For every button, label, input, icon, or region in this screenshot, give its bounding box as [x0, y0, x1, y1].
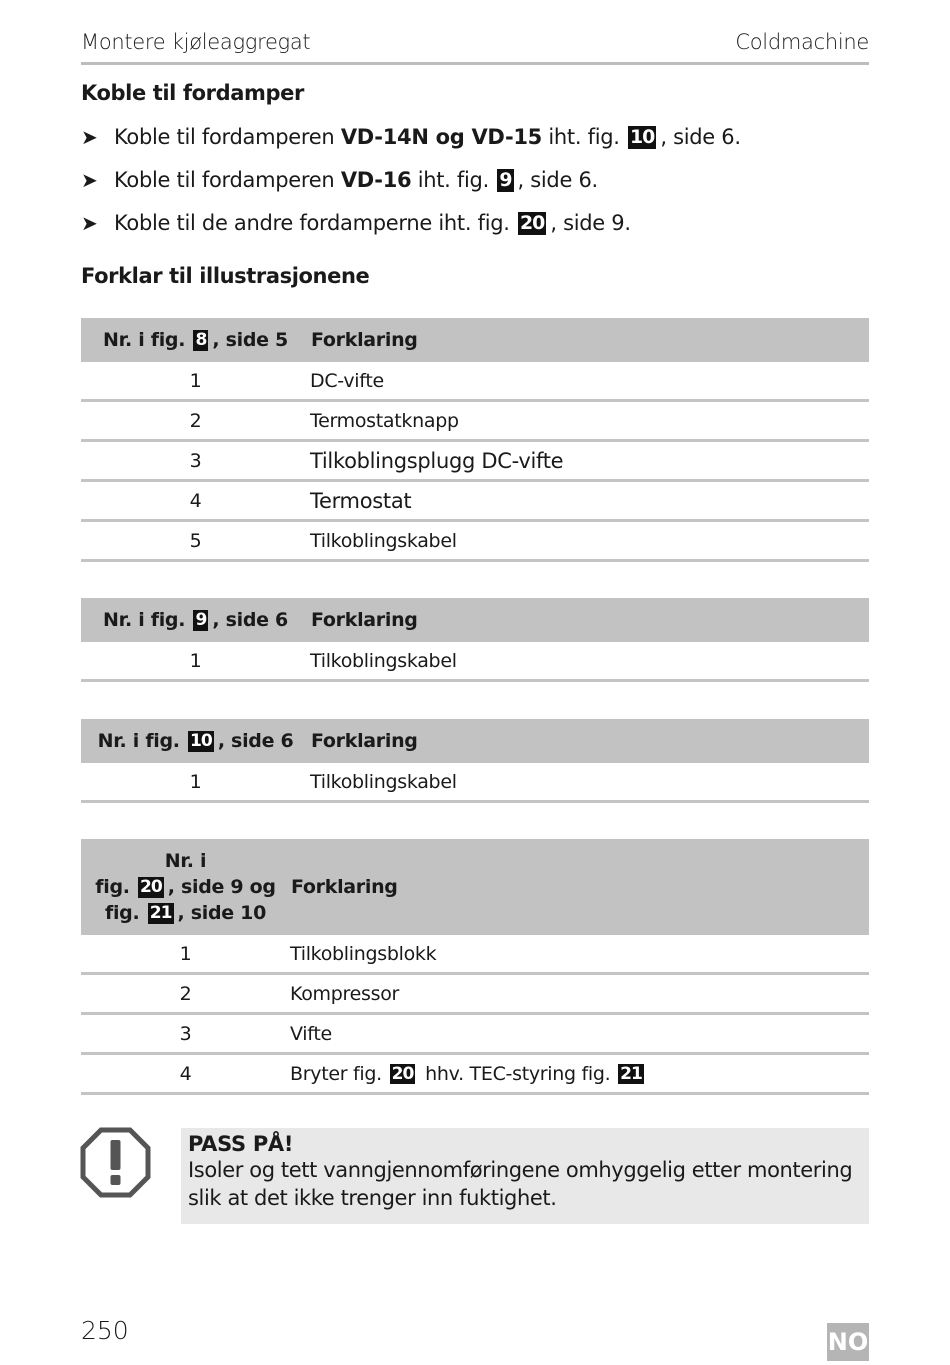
column-header-explanation: Forklaring — [310, 719, 869, 763]
table-row: 4 Bryter fig. 20 hhv. TEC-styring fig. 21 — [81, 1054, 869, 1094]
figure-ref: 20 — [391, 1063, 414, 1084]
table-row: 3 Vifte — [81, 1014, 869, 1054]
exclamation-octagon-icon — [80, 1127, 151, 1198]
legend-table-fig9 — [81, 598, 869, 682]
table-row: 1 Tilkoblingsblokk — [81, 935, 869, 974]
language-tab: NO — [827, 1323, 869, 1361]
arrow-icon: ➤ — [81, 125, 98, 149]
table-row: 1 Tilkoblingskabel — [81, 763, 869, 802]
table-row: 1 Tilkoblingskabel — [81, 642, 869, 681]
table-row: 5 Tilkoblingskabel — [81, 521, 869, 561]
figure-ref: 10 — [190, 731, 212, 751]
figure-ref: 20 — [139, 877, 162, 897]
table-row: 2 Termostatknapp — [81, 401, 869, 441]
instruction-list — [81, 122, 869, 251]
page-number: 250 — [81, 1316, 129, 1345]
arrow-icon: ➤ — [81, 168, 98, 192]
column-header-nr: Nr. i fig. 20 , side 9 og fig. 21 , side 10 — [81, 839, 290, 935]
figure-ref: 20 — [520, 212, 545, 234]
warning-box — [181, 1128, 869, 1224]
figure-ref: 21 — [620, 1063, 642, 1084]
figure-ref: 9 — [499, 169, 512, 191]
figure-ref: 9 — [195, 610, 207, 630]
instruction-item: ➤ Koble til fordamperen VD-16 iht. fig. 9 , side 6. — [81, 165, 869, 208]
table-row: 4 Termostat — [81, 481, 869, 521]
header-product: Coldmachine — [735, 30, 869, 54]
figure-ref: 8 — [195, 330, 207, 350]
figure-ref: 21 — [149, 903, 172, 923]
section-title-legend: Forklar til illustrasjonene — [81, 264, 370, 288]
header-chapter: Montere kjøleaggregat — [81, 30, 311, 54]
arrow-icon: ➤ — [81, 211, 98, 235]
figure-ref: 10 — [630, 126, 655, 148]
instruction-item: ➤ Koble til fordamperen VD-14N og VD-15 iht. fig. 10 , side 6. — [81, 122, 869, 165]
table-row: 1 DC-vifte — [81, 362, 869, 401]
page-header — [81, 30, 869, 65]
instruction-item: ➤ Koble til de andre fordamperne iht. fig. 20 , side 9. — [81, 208, 869, 251]
column-header-explanation: Forklaring — [310, 318, 869, 362]
section-title-connect: Koble til fordamper — [81, 81, 304, 105]
column-header-nr: Nr. i fig. 9 , side 6 — [81, 598, 310, 642]
warning-text: Isoler og tett vanngjennomføringene omhyggelig etter montering slik at det ikke trenger inn fuktighet. — [188, 1158, 853, 1210]
column-header-explanation: Forklaring — [290, 839, 869, 935]
legend-table-fig8 — [81, 318, 869, 562]
column-header-explanation: Forklaring — [310, 598, 869, 642]
table-row: 2 Kompressor — [81, 974, 869, 1014]
legend-table-fig10 — [81, 719, 869, 803]
column-header-nr: Nr. i fig. 10 , side 6 — [81, 719, 310, 763]
warning-title: PASS PÅ! — [188, 1132, 294, 1156]
column-header-nr: Nr. i fig. 8 , side 5 — [81, 318, 310, 362]
table-row: 3 Tilkoblingsplugg DC-vifte — [81, 441, 869, 481]
legend-table-fig20-21 — [81, 839, 869, 1095]
